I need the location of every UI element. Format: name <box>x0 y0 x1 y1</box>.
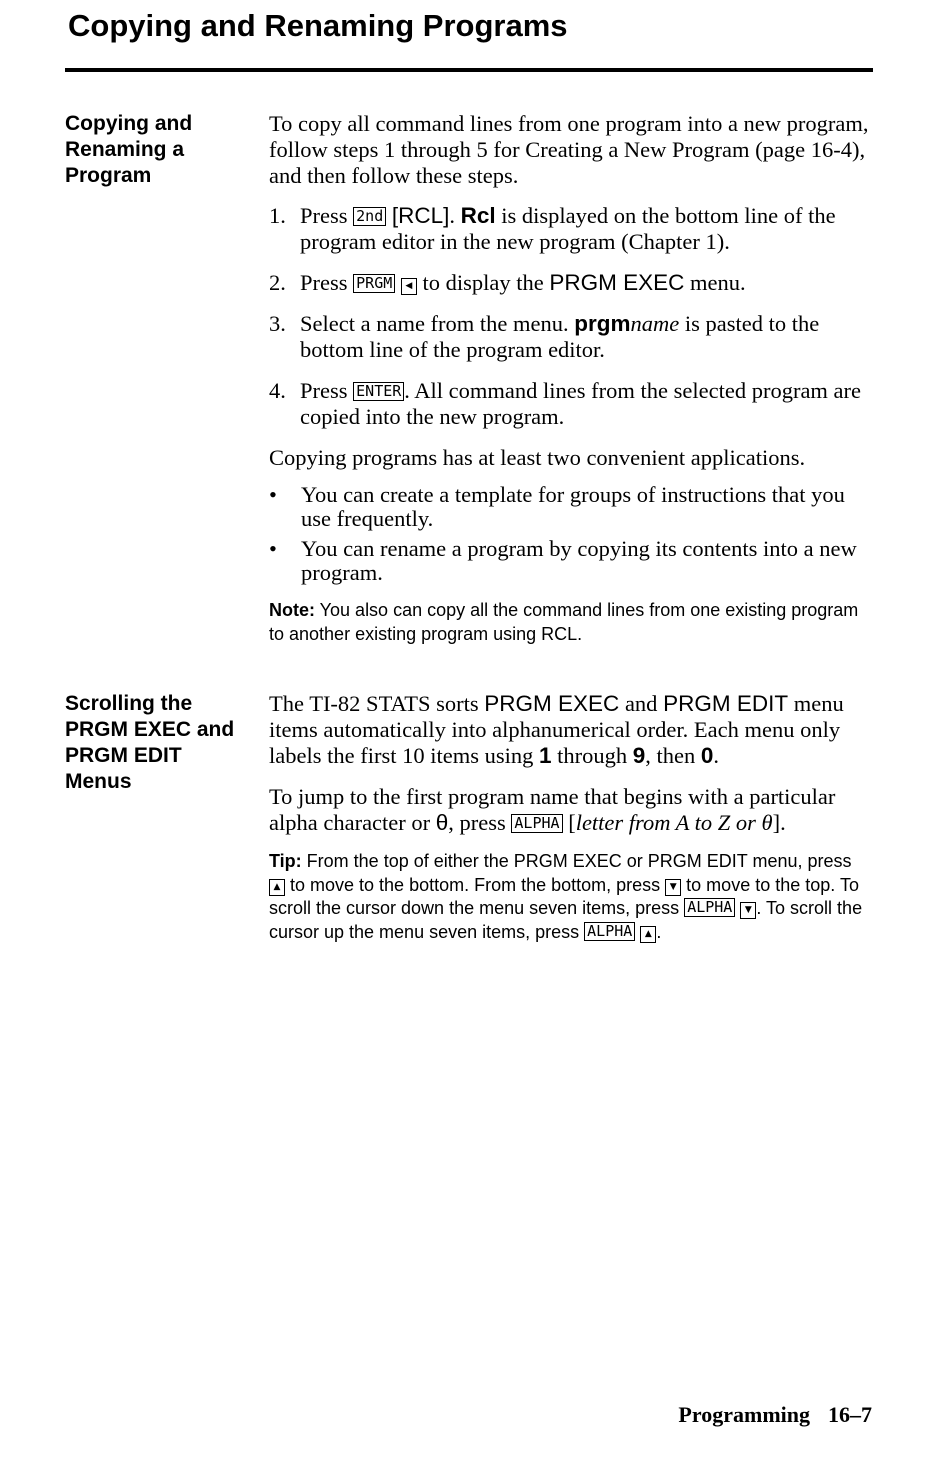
section2-heading-line: PRGM EXEC and <box>65 718 235 741</box>
menu-name: PRGM EDIT <box>663 691 789 716</box>
rcl-key-label: [RCL] <box>391 203 450 228</box>
alpha-key: ALPHA <box>584 922 635 941</box>
tip <box>269 850 869 944</box>
section1-intro: To copy all command lines from one program into a new program, follow steps 1 through 5 for Creating a New Program (page 16‑4), and then follow these steps. <box>269 111 869 188</box>
section2-heading-line: Scrolling the <box>65 692 193 715</box>
step-item <box>269 311 869 363</box>
alpha-key: ALPHA <box>684 898 735 917</box>
bullet-text: You can create a template for groups of instructions that you use frequently. <box>301 482 845 531</box>
note-text: You also can copy all the command lines from one existing program to another existing program using RCL. <box>269 600 859 644</box>
bullet-text: You can rename a program by copying its contents into a new program. <box>301 536 857 585</box>
rcl-command: Rcl <box>460 203 496 228</box>
section2-heading-line: PRGM EDIT <box>65 744 182 767</box>
sorting-paragraph <box>269 691 869 769</box>
left-arrow-key-icon: ◀ <box>401 278 417 295</box>
steps-list <box>269 203 869 430</box>
menu-name: PRGM EXEC <box>549 270 685 295</box>
bullet-icon: • <box>269 536 277 561</box>
page-title: Copying and Renaming Programs <box>68 8 568 43</box>
menu-name: PRGM EXEC <box>484 691 620 716</box>
step-text: . All command lines from the selected program are copied into the new program. <box>300 378 862 429</box>
footer-chapter: Programming <box>678 1402 810 1427</box>
tip-text: . To scroll the cursor up the menu seven items, press <box>269 898 863 942</box>
step-item <box>269 203 869 255</box>
footer-page-number: 16–7 <box>828 1402 872 1427</box>
bullet-list <box>269 483 869 585</box>
note-label: Note: <box>269 600 315 620</box>
step-item <box>269 378 869 430</box>
step-text: is pasted to the bottom line of the program editor. <box>300 311 820 362</box>
text: The TI-82 STATS sorts <box>269 691 485 716</box>
step-text: to display the <box>416 270 550 295</box>
prgm-command: prgm <box>574 311 631 336</box>
menu-number: 0 <box>700 743 714 768</box>
step-text: Select a name from the menu. <box>300 311 575 336</box>
enter-key: ENTER <box>353 382 404 401</box>
applications-intro: Copying programs has at least two convenient applications. <box>269 445 806 470</box>
text: and <box>619 691 664 716</box>
prgm-key: PRGM <box>353 274 395 293</box>
menu-number: 9 <box>632 743 646 768</box>
text: menu items automatically into alphanumerical order. Each menu only labels the first 10 items using <box>269 691 844 768</box>
section1-heading <box>65 111 255 189</box>
section1-body <box>269 111 869 646</box>
step-number: 1. <box>269 203 286 228</box>
bullet-item <box>269 537 869 585</box>
text: , press <box>448 810 512 835</box>
text: [ <box>562 810 576 835</box>
step-text: Press <box>300 270 354 295</box>
letter-placeholder: letter from A to Z or θ <box>575 810 773 835</box>
step-number: 2. <box>269 270 286 295</box>
step-item <box>269 270 869 296</box>
section1-heading-line: Renaming a <box>65 138 185 161</box>
step-text: Press <box>300 203 354 228</box>
step-number: 4. <box>269 378 286 403</box>
alpha-key: ALPHA <box>511 814 562 833</box>
bullet-icon: • <box>269 482 277 507</box>
section2-heading-line: Menus <box>65 770 132 793</box>
tip-text: . <box>656 921 662 942</box>
text: through <box>551 743 633 768</box>
up-arrow-key-icon: ▲ <box>640 926 656 943</box>
step-number: 3. <box>269 311 286 336</box>
step-text: Press <box>300 378 354 403</box>
up-arrow-key-icon: ▲ <box>269 879 285 896</box>
tip-text: From the top of either the PRGM EXEC or PRGM EDIT menu, press <box>301 851 852 871</box>
title-rule <box>65 68 873 72</box>
step-text: menu. <box>684 270 746 295</box>
text: , then <box>645 743 701 768</box>
section1-heading-line: Program <box>65 164 152 187</box>
section2-heading <box>65 691 255 795</box>
bullet-item <box>269 483 869 531</box>
menu-number: 1 <box>538 743 552 768</box>
text: To jump to the first program name that begins with a particular alpha character or <box>269 784 836 835</box>
tip-text: to move to the top. To scroll the cursor down the menu seven items, press <box>269 874 859 918</box>
name-placeholder: name <box>630 311 680 336</box>
page-footer <box>678 1402 872 1428</box>
note <box>269 599 869 646</box>
section1-heading-line: Copying and <box>65 112 193 135</box>
jump-paragraph <box>269 784 869 836</box>
down-arrow-key-icon: ▼ <box>740 902 756 919</box>
2nd-key: 2nd <box>353 207 386 226</box>
section2-body <box>269 691 869 944</box>
tip-label: Tip: <box>269 851 302 871</box>
theta-symbol: θ <box>435 810 449 835</box>
down-arrow-key-icon: ▼ <box>665 879 681 896</box>
step-text: is displayed on the bottom line of the program editor in the new program (Chapter 1). <box>300 203 836 254</box>
text: ]. <box>772 810 786 835</box>
tip-text: to move to the bottom. From the bottom, press <box>285 874 666 895</box>
step-text: . <box>449 203 461 228</box>
text: . <box>713 743 720 768</box>
